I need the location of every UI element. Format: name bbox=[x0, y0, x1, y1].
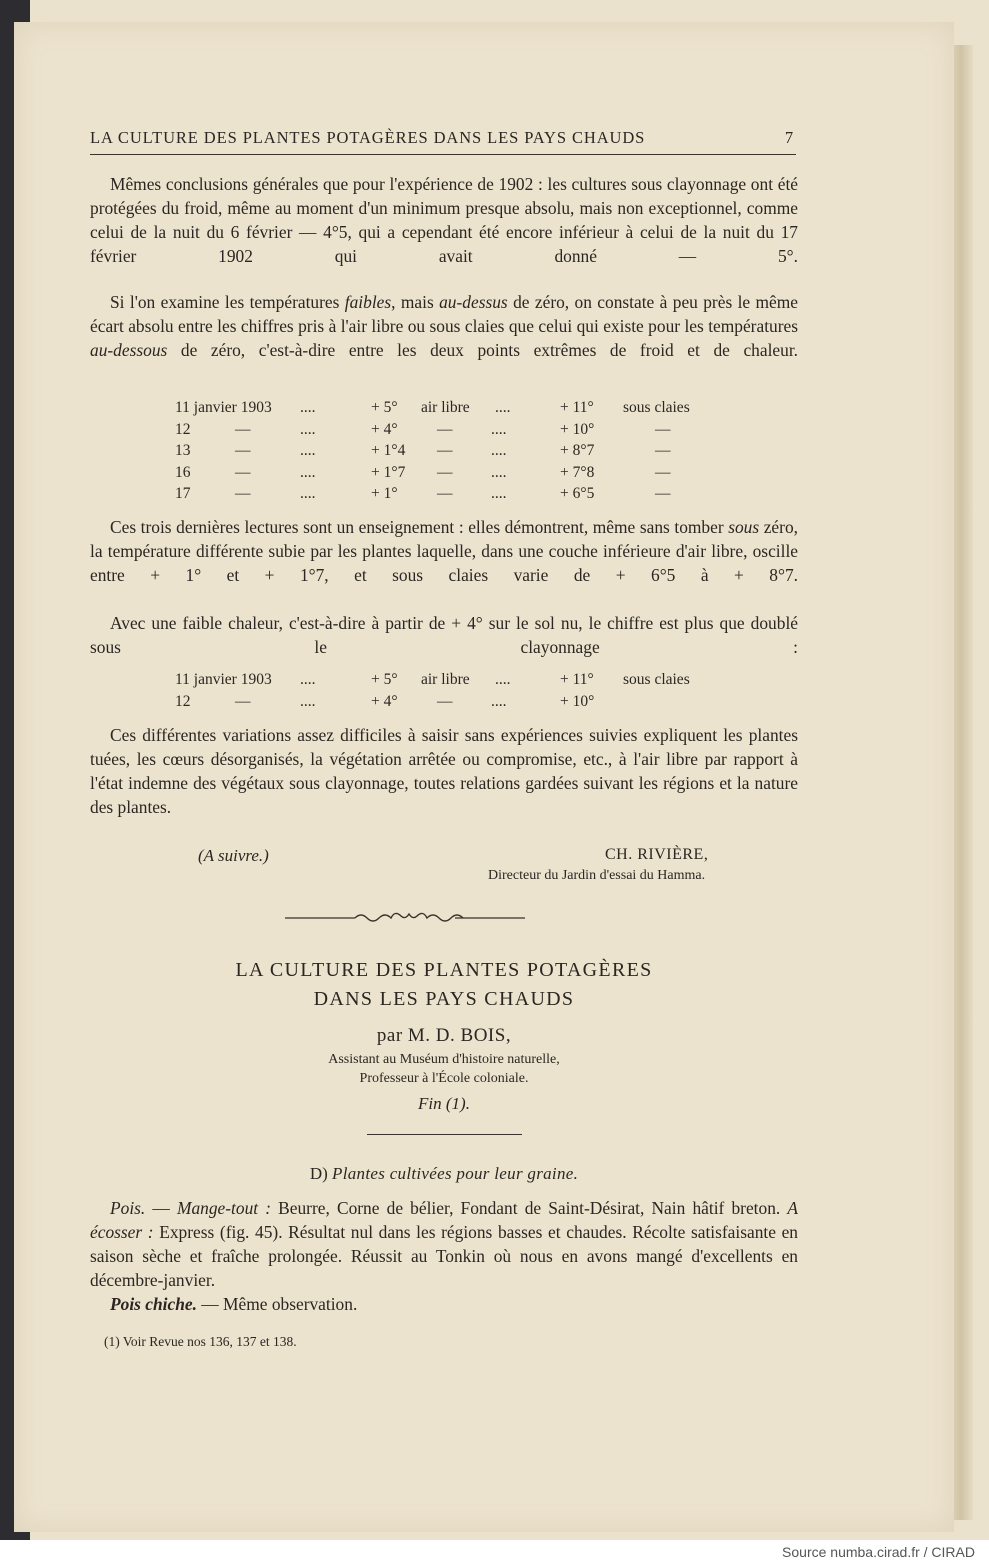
footnote: (1) Voir Revue nos 136, 137 et 138. bbox=[104, 1334, 297, 1349]
table-cell: + 7°8 bbox=[560, 463, 595, 481]
article-fin bbox=[90, 1094, 798, 1114]
table-cell: + 11° bbox=[560, 671, 594, 688]
author-affiliation-2: Professeur à l'École coloniale. bbox=[359, 1071, 529, 1086]
p3-part: zéro, la température différente subie par les plantes laquelle, dans une couche inférieure d'air libre, oscille entre + 1° et + 1°7, et sous claies varie de + 6°5 à + 8°7. bbox=[90, 517, 798, 585]
author-role: Directeur du Jardin d'essai du Hamma. bbox=[488, 868, 706, 883]
table-cell: 16 bbox=[175, 463, 191, 481]
mange-tout-text: Beurre, Corne de bélier, Fondant de Saint-Désirat, Nain hâtif breton. bbox=[271, 1198, 788, 1218]
table-cell: + 10° bbox=[560, 692, 595, 710]
article-title-line-1: LA CULTURE DES PLANTES POTAGÈRES bbox=[235, 959, 653, 981]
table-cell: 12 bbox=[175, 420, 191, 438]
section-letter: D) bbox=[309, 1164, 333, 1183]
table-cell: air libre bbox=[421, 399, 470, 416]
p2-part: de zéro, on constate à peu près le même écart absolu entre les chiffres pris à l'air libre ou sous claies que celui qui existe pour les températures bbox=[90, 292, 799, 336]
ecosser-label: A écosser : bbox=[90, 1198, 798, 1242]
table-cell: + 6°5 bbox=[560, 485, 595, 502]
table-cell: sous claies bbox=[623, 671, 690, 688]
table-cell: + 4° bbox=[371, 692, 398, 710]
table-cell: .... bbox=[491, 463, 507, 481]
p2-italic: au-dessus bbox=[439, 292, 508, 312]
pois-chiche-paragraph bbox=[90, 1292, 798, 1316]
table-cell: sous claies bbox=[623, 399, 690, 416]
table-cell: — bbox=[655, 485, 671, 502]
table-cell: + 8°7 bbox=[560, 442, 595, 459]
table-cell: — bbox=[437, 442, 453, 459]
table-cell: .... bbox=[495, 671, 511, 688]
table-cell: .... bbox=[300, 692, 316, 710]
table-cell: .... bbox=[495, 399, 511, 416]
table-cell: 11 janvier 1903 bbox=[175, 671, 272, 688]
p3-part: Ces trois dernières lectures sont un enseignement : elles démontrent, même sans tomber bbox=[110, 517, 729, 537]
table-cell: — bbox=[235, 692, 251, 710]
table-cell: .... bbox=[300, 420, 316, 438]
table-cell: — bbox=[235, 463, 251, 481]
table-cell: .... bbox=[300, 485, 316, 502]
table-cell: + 1° bbox=[371, 485, 398, 502]
ecosser-text: Express (fig. 45). Résultat nul dans les régions basses et chaudes. Récolte satisfaisante en saison sèche et fraîche prolongée. Réussit au Tonkin où nous en avons mangé d'excellents en décembre-janvier. bbox=[90, 1222, 799, 1290]
section-heading bbox=[90, 1164, 798, 1184]
mange-tout-label: Mange-tout : bbox=[176, 1198, 272, 1218]
pois-dash: — bbox=[145, 1198, 177, 1218]
table-cell: .... bbox=[491, 692, 507, 710]
table-cell: — bbox=[437, 420, 453, 438]
fin-label: Fin (1). bbox=[418, 1094, 470, 1113]
paragraph-3 bbox=[90, 515, 798, 587]
table-cell: — bbox=[235, 485, 251, 502]
running-header bbox=[90, 126, 796, 155]
page-number: 7 bbox=[784, 128, 794, 147]
table-cell: — bbox=[655, 420, 671, 438]
article-author: par M. D. BOIS, bbox=[376, 1025, 512, 1046]
table-cell: + 1°7 bbox=[371, 463, 406, 481]
table-cell: .... bbox=[300, 671, 316, 688]
p3-italic: sous bbox=[728, 517, 760, 537]
table-cell: 13 bbox=[175, 442, 191, 459]
p2-part: de zéro, c'est-à-dire entre les deux points extrêmes de froid et de chaleur. bbox=[167, 340, 798, 360]
table-cell: — bbox=[437, 485, 453, 502]
table-cell: + 10° bbox=[560, 420, 595, 438]
table-cell: — bbox=[655, 442, 671, 459]
author-affiliation-1: Assistant au Muséum d'histoire naturelle, bbox=[328, 1052, 560, 1067]
table-cell: 17 bbox=[175, 485, 191, 502]
table-cell: — bbox=[235, 442, 251, 459]
article-title-line-2: DANS LES PAYS CHAUDS bbox=[313, 988, 575, 1010]
table-cell: .... bbox=[491, 420, 507, 438]
table-cell: 12 bbox=[175, 692, 191, 710]
paragraph-2 bbox=[90, 290, 798, 362]
table-cell: .... bbox=[300, 442, 316, 459]
paragraph-1: Mêmes conclusions générales que pour l'expérience de 1902 : les cultures sous clayonnage ont été protégées du froid, même au moment d'un minimum presque absolu, mais non exceptionnel, comme celui de la nuit du 6 février — 4°5, qui a cependant été encore inférieur à celui de la nuit du 17 février 1902 qui avait donné — 5°. bbox=[90, 174, 798, 266]
table-cell: — bbox=[655, 463, 671, 481]
author-signature: CH. RIVIÈRE, bbox=[605, 846, 709, 863]
pois-chiche-text: — Même observation. bbox=[196, 1294, 358, 1314]
paragraph-4: Avec une faible chaleur, c'est-à-dire à partir de + 4° sur le sol nu, le chiffre est plus que doublé sous le clayonnage : bbox=[90, 613, 798, 657]
to-be-continued: (A suivre.) bbox=[198, 846, 269, 865]
table-cell: — bbox=[235, 420, 251, 438]
header-title: LA CULTURE DES PLANTES POTAGÈRES DANS LES PAYS CHAUDS bbox=[90, 128, 646, 147]
table-cell: air libre bbox=[421, 671, 470, 688]
table-cell: .... bbox=[491, 485, 507, 502]
p2-italic: faibles bbox=[344, 292, 392, 312]
section-rule bbox=[367, 1134, 522, 1135]
pois-label: Pois. bbox=[110, 1198, 146, 1218]
table-cell: + 5° bbox=[371, 671, 398, 688]
table-cell: + 1°4 bbox=[371, 442, 406, 459]
p2-italic: au-dessous bbox=[90, 340, 168, 360]
table-cell: + 11° bbox=[560, 399, 594, 416]
ornament-divider bbox=[285, 908, 525, 928]
table-cell: — bbox=[437, 463, 453, 481]
table-cell: 11 janvier 1903 bbox=[175, 399, 272, 416]
table-cell: — bbox=[437, 692, 453, 710]
table-cell: .... bbox=[491, 442, 507, 459]
pois-paragraph bbox=[90, 1196, 798, 1292]
table-cell: + 5° bbox=[371, 399, 398, 416]
table-cell: .... bbox=[300, 463, 316, 481]
p2-part: , mais bbox=[391, 292, 440, 312]
p2-part: Si l'on examine les températures bbox=[110, 292, 345, 312]
pois-chiche-label: Pois chiche. bbox=[110, 1294, 197, 1314]
section-title: Plantes cultivées pour leur graine. bbox=[332, 1164, 579, 1183]
source-credit: Source numba.cirad.fr / CIRAD bbox=[782, 1544, 975, 1560]
table-cell: + 4° bbox=[371, 420, 398, 438]
table-cell: .... bbox=[300, 399, 316, 416]
paragraph-5: Ces différentes variations assez difficiles à saisir sans expériences suivies expliquent les plantes tuées, les cœurs désorganisés, la végétation arrêtée ou compromise, etc., à l'air libre par rapport à l'état indemne des végétaux sous clayonnage, toutes relations gardées suivant les régions et la nature des plantes. bbox=[90, 725, 798, 817]
